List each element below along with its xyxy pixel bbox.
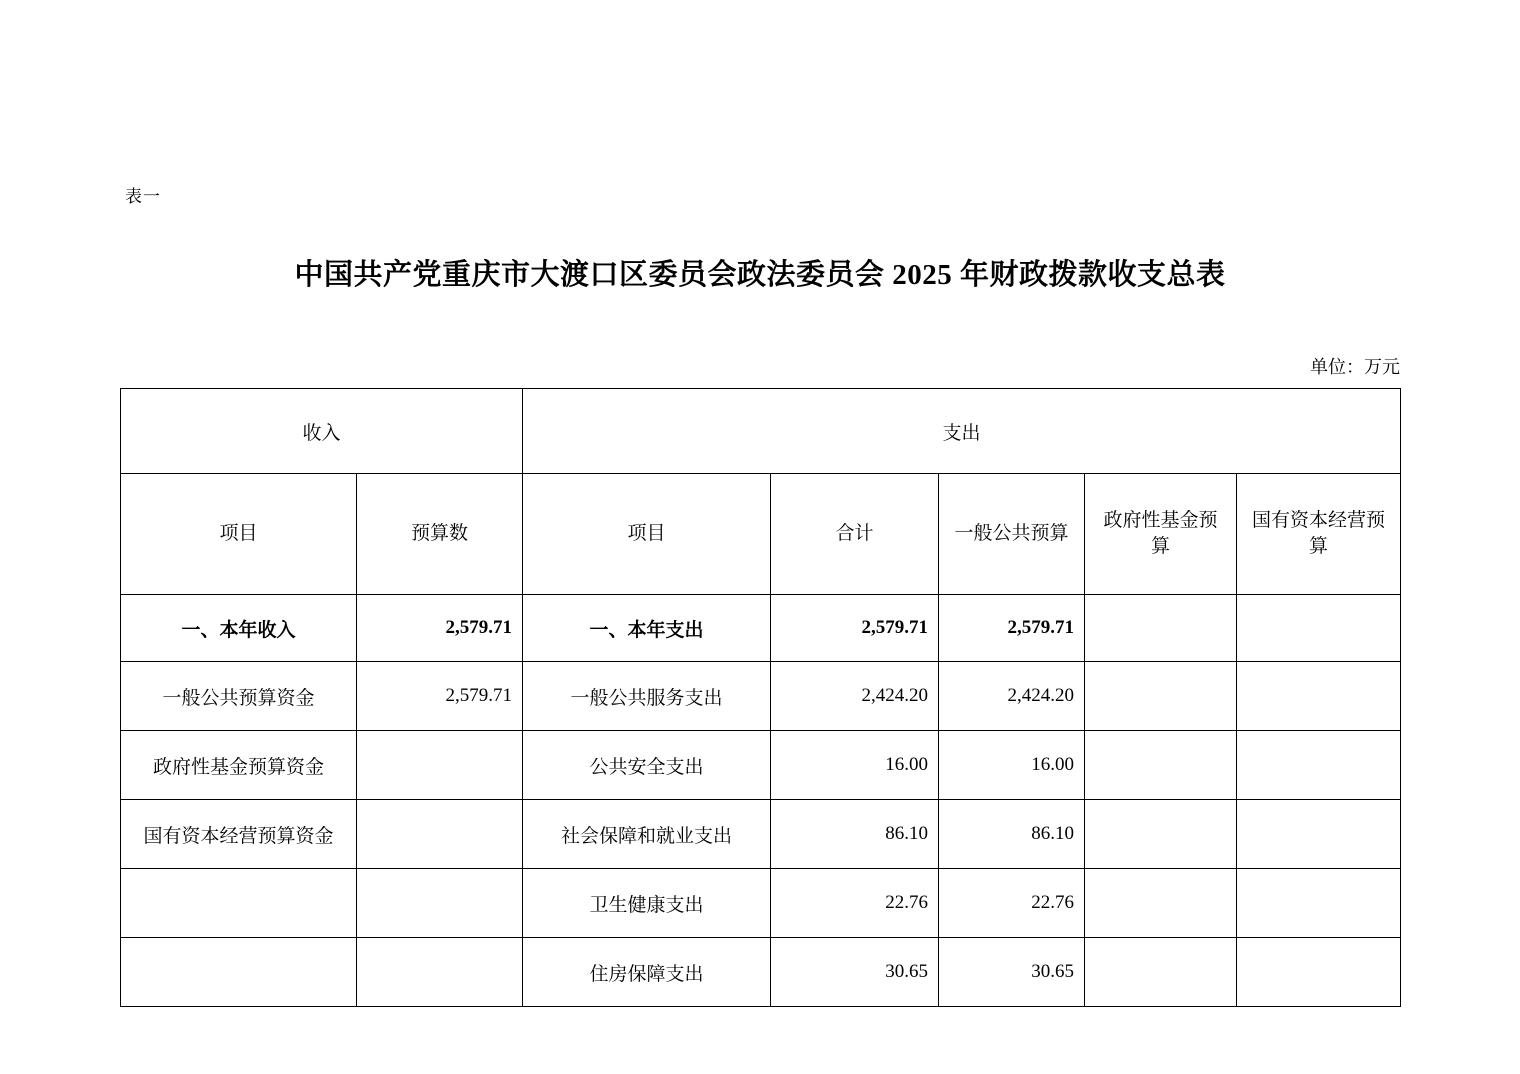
expenditure-government-fund-value [1085,800,1237,869]
column-header-income-item: 项目 [121,474,357,595]
expenditure-item: 住房保障支出 [523,938,771,1007]
group-header-expenditure: 支出 [523,389,1401,474]
group-header-income: 收入 [121,389,523,474]
income-budget-value: 2,579.71 [357,595,523,662]
table-label: 表一 [125,187,161,206]
income-budget-value [357,938,523,1007]
expenditure-total-value: 16.00 [771,731,939,800]
income-item [121,869,357,938]
expenditure-government-fund-value [1085,731,1237,800]
column-header-income-budget: 预算数 [357,474,523,595]
unit-note: 单位：万元 [1310,357,1400,377]
column-header-state-capital-budget: 国有资本经营预算 [1237,474,1401,595]
expenditure-total-value: 30.65 [771,938,939,1007]
expenditure-total-value: 2,424.20 [771,662,939,731]
column-header-expenditure-item: 项目 [523,474,771,595]
expenditure-general-public-value: 30.65 [939,938,1085,1007]
budget-table [120,388,1401,1007]
expenditure-item: 社会保障和就业支出 [523,800,771,869]
expenditure-item: 公共安全支出 [523,731,771,800]
column-header-general-public-budget: 一般公共预算 [939,474,1085,595]
table-row [121,662,1401,731]
expenditure-total-value: 2,579.71 [771,595,939,662]
expenditure-general-public-value: 22.76 [939,869,1085,938]
expenditure-item: 一般公共服务支出 [523,662,771,731]
income-budget-value: 2,579.71 [357,662,523,731]
expenditure-state-capital-value [1237,662,1401,731]
expenditure-state-capital-value [1237,869,1401,938]
expenditure-government-fund-value [1085,662,1237,731]
expenditure-item: 卫生健康支出 [523,869,771,938]
column-header-government-fund-budget: 政府性基金预算 [1085,474,1237,595]
table-row [121,869,1401,938]
expenditure-general-public-value: 16.00 [939,731,1085,800]
column-header-expenditure-total: 合计 [771,474,939,595]
table-row [121,731,1401,800]
expenditure-state-capital-value [1237,800,1401,869]
income-budget-value [357,869,523,938]
income-item: 政府性基金预算资金 [121,731,357,800]
expenditure-government-fund-value [1085,869,1237,938]
table-group-header-row [121,389,1401,474]
expenditure-general-public-value: 86.10 [939,800,1085,869]
income-item [121,938,357,1007]
table-row [121,938,1401,1007]
income-item: 国有资本经营预算资金 [121,800,357,869]
expenditure-general-public-value: 2,424.20 [939,662,1085,731]
expenditure-total-value: 86.10 [771,800,939,869]
table-column-header-row [121,474,1401,595]
expenditure-item: 一、本年支出 [523,595,771,662]
table-row [121,595,1401,662]
page-title: 中国共产党重庆市大渡口区委员会政法委员会 2025 年财政拨款收支总表 [294,259,1226,291]
income-item: 一般公共预算资金 [121,662,357,731]
expenditure-total-value: 22.76 [771,869,939,938]
table-row [121,800,1401,869]
expenditure-state-capital-value [1237,595,1401,662]
expenditure-state-capital-value [1237,731,1401,800]
income-item: 一、本年收入 [121,595,357,662]
expenditure-state-capital-value [1237,938,1401,1007]
expenditure-government-fund-value [1085,938,1237,1007]
expenditure-general-public-value: 2,579.71 [939,595,1085,662]
expenditure-government-fund-value [1085,595,1237,662]
income-budget-value [357,731,523,800]
income-budget-value [357,800,523,869]
